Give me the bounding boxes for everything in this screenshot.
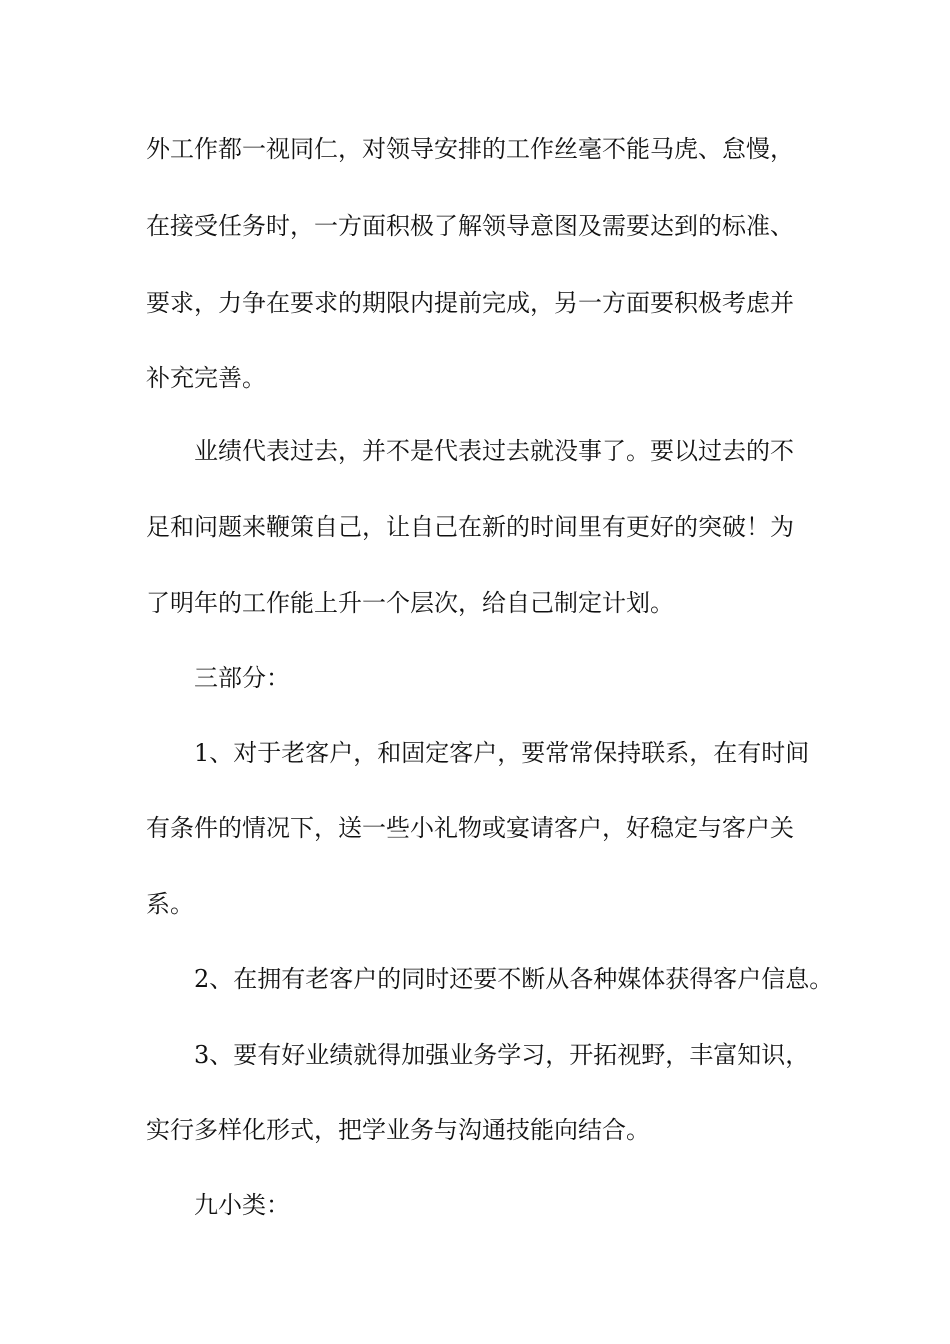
text-line: 3、要有好业绩就得加强业务学习，开拓视野，丰富知识， — [194, 1041, 810, 1069]
text-line: 要求，力争在要求的期限内提前完成，另一方面要积极考虑并 — [146, 289, 794, 317]
text-line: 实行多样化形式，把学业务与沟通技能向结合。 — [146, 1116, 650, 1144]
section-heading: 九小类： — [194, 1191, 290, 1219]
text-line: 有条件的情况下，送一些小礼物或宴请客户，好稳定与客户关 — [146, 814, 794, 842]
text-line: 在接受任务时，一方面积极了解领导意图及需要达到的标准、 — [146, 212, 794, 240]
text-line: 外工作都一视同仁，对领导安排的工作丝毫不能马虎、怠慢， — [146, 135, 794, 163]
text-line: 1、对于老客户，和固定客户，要常常保持联系，在有时间 — [194, 739, 810, 767]
text-line: 补充完善。 — [146, 364, 266, 392]
text-line: 了明年的工作能上升一个层次，给自己制定计划。 — [146, 589, 674, 617]
text-line: 系。 — [146, 890, 194, 918]
text-line: 足和问题来鞭策自己，让自己在新的时间里有更好的突破！为 — [146, 513, 794, 541]
section-heading: 三部分： — [194, 664, 290, 692]
text-line: 业绩代表过去，并不是代表过去就没事了。要以过去的不 — [194, 437, 794, 465]
text-line: 2、在拥有老客户的同时还要不断从各种媒体获得客户信息。 — [194, 965, 834, 993]
